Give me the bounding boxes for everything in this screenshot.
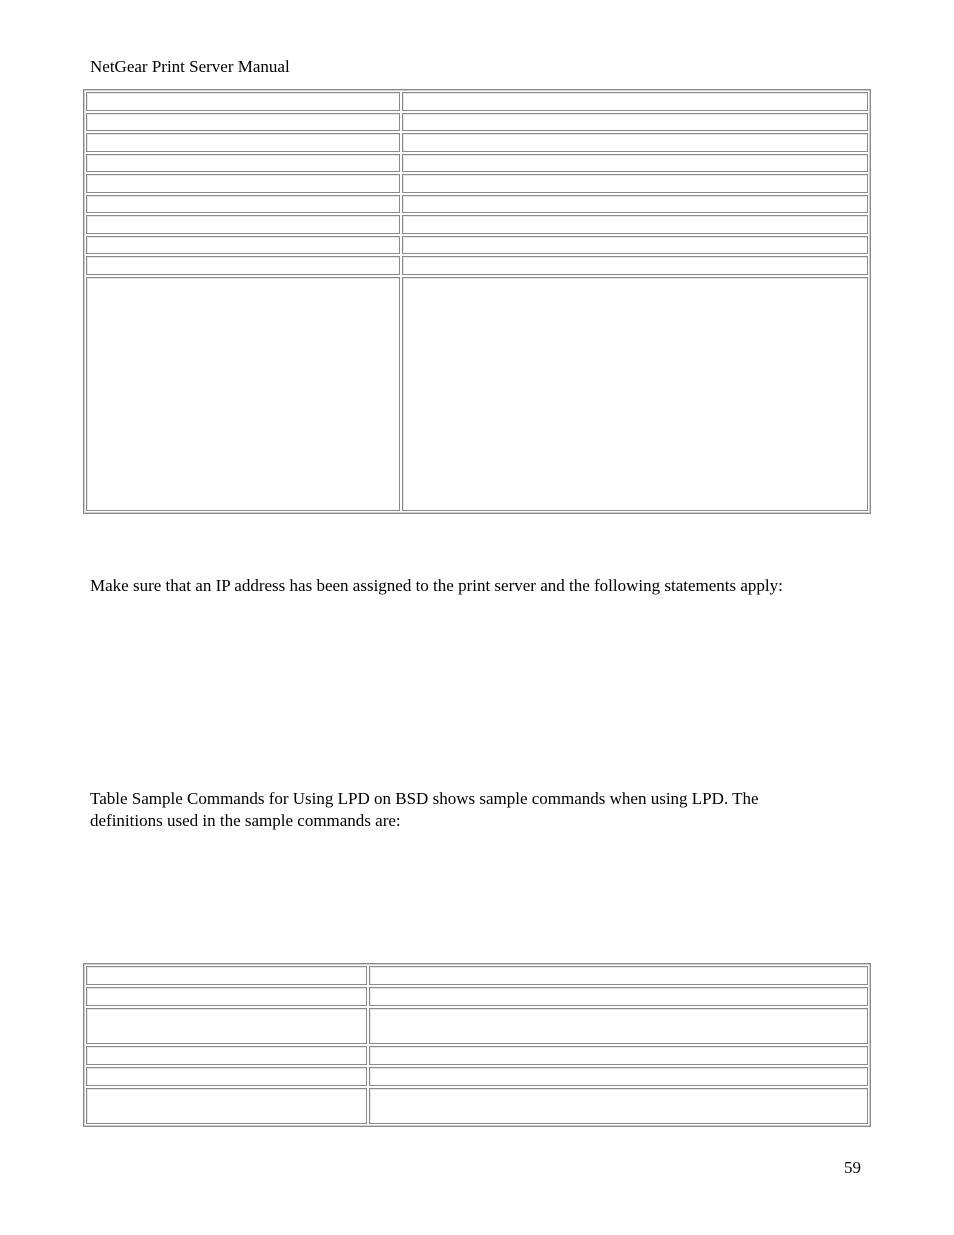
- table-cell: [402, 174, 868, 193]
- table-cell: [402, 256, 868, 275]
- table-row: [86, 195, 868, 214]
- table-cell: [402, 113, 868, 132]
- table-cell: [86, 1088, 367, 1124]
- page-header: NetGear Print Server Manual: [90, 57, 290, 76]
- definitions-table: [83, 963, 871, 1127]
- table-cell: [402, 133, 868, 152]
- table-row: [86, 1067, 868, 1086]
- paragraph-line: Table Sample Commands for Using LPD on BSD shows sample commands when using LPD. The: [90, 789, 759, 808]
- table-cell: [402, 154, 868, 173]
- table-cell: [369, 1046, 868, 1065]
- table-cell: [86, 236, 400, 255]
- table-cell: [369, 987, 868, 1006]
- table-cell: [86, 1008, 367, 1044]
- table-row: [86, 1008, 868, 1044]
- table-row: [86, 1046, 868, 1065]
- paragraph-line: definitions used in the sample commands are:: [90, 811, 401, 830]
- body-paragraph: Make sure that an IP address has been assigned to the print server and the following statements apply:: [90, 576, 783, 595]
- table-row: [86, 256, 868, 275]
- table-cell: [86, 92, 400, 111]
- body-paragraph: [90, 788, 759, 832]
- table-row: [86, 92, 868, 111]
- table-cell: [86, 987, 367, 1006]
- table-cell: [86, 113, 400, 132]
- table-cell: [86, 1046, 367, 1065]
- table-row: [86, 113, 868, 132]
- table-cell: [402, 277, 868, 512]
- table-cell: [86, 256, 400, 275]
- table-row: [86, 966, 868, 985]
- page-number: 59: [844, 1158, 861, 1177]
- table-cell: [86, 215, 400, 234]
- table-row: [86, 154, 868, 173]
- table-cell: [86, 195, 400, 214]
- settings-table: [83, 89, 871, 514]
- table-cell: [86, 154, 400, 173]
- table-cell: [86, 966, 367, 985]
- table-cell: [402, 92, 868, 111]
- table-row: [86, 1088, 868, 1124]
- table-cell: [369, 1088, 868, 1124]
- table-cell: [402, 236, 868, 255]
- table-row: [86, 215, 868, 234]
- table-cell: [86, 1067, 367, 1086]
- table-cell: [369, 1008, 868, 1044]
- table-cell: [402, 195, 868, 214]
- table-cell: [369, 1067, 868, 1086]
- table-cell: [86, 174, 400, 193]
- table-cell: [369, 966, 868, 985]
- table-cell: [402, 215, 868, 234]
- table-row: [86, 277, 868, 512]
- table-row: [86, 133, 868, 152]
- table-row: [86, 236, 868, 255]
- table-row: [86, 174, 868, 193]
- table-cell: [86, 277, 400, 512]
- table-row: [86, 987, 868, 1006]
- table-cell: [86, 133, 400, 152]
